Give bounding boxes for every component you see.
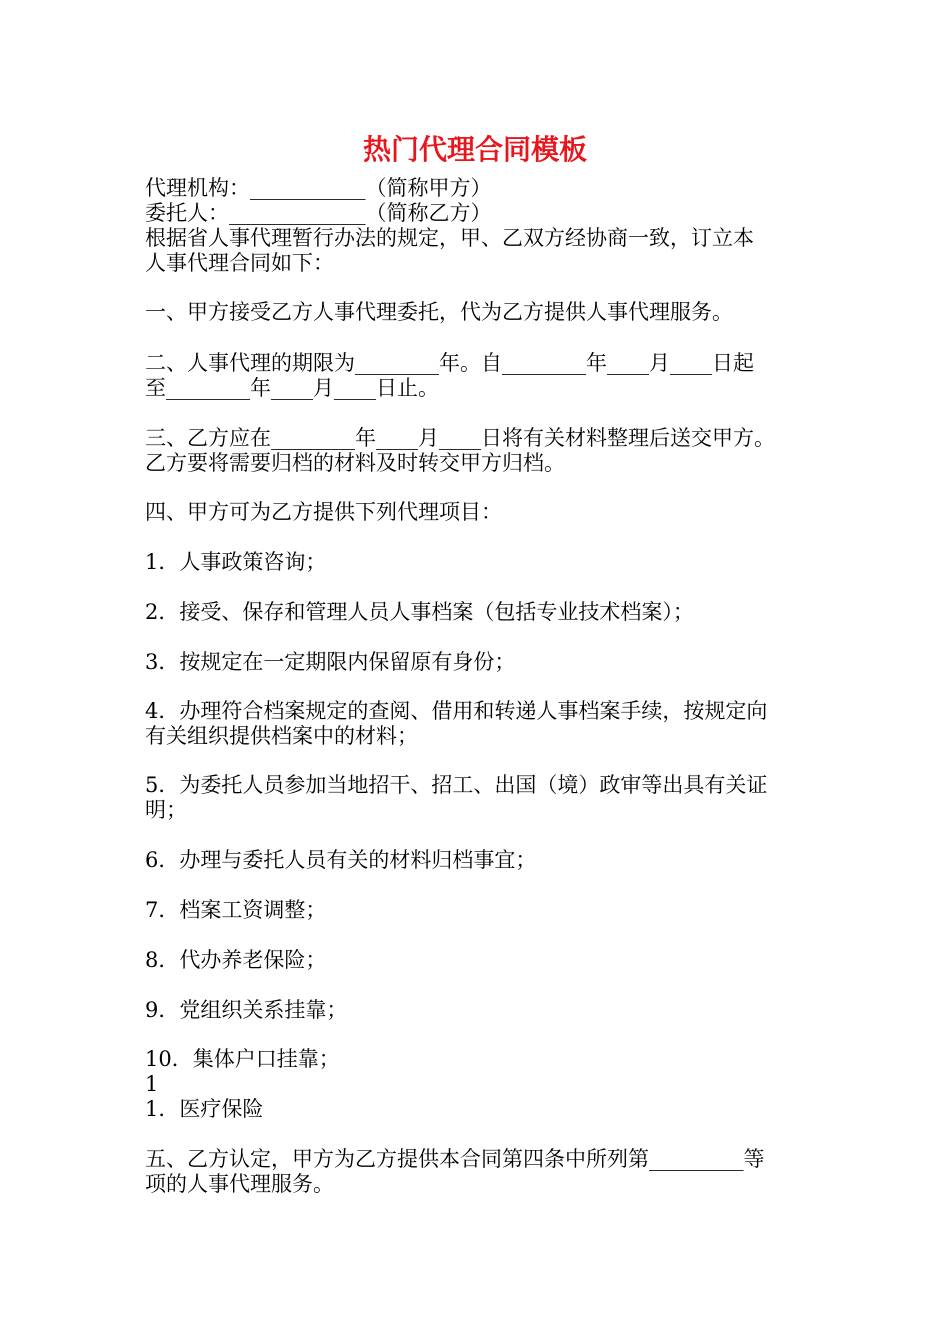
- agency-line: 代理机构：___________（简称甲方）: [145, 176, 492, 200]
- preamble-line-1: 根据省人事代理暂行办法的规定，甲、乙双方经协商一致，订立本: [145, 226, 754, 250]
- list-item: 9．党组织关系挂靠；: [145, 998, 348, 1022]
- list-item: 4．办理符合档案规定的查阅、借用和转递人事档案手续，按规定向: [145, 699, 768, 723]
- clause-1: 一、甲方接受乙方人事代理委托，代为乙方提供人事代理服务。: [145, 300, 733, 324]
- clause-2-line-1: 二、人事代理的期限为________年。自________年____月____日起: [145, 351, 754, 375]
- list-item: 6．办理与委托人员有关的材料归档事宜；: [145, 848, 537, 872]
- list-item: 2．接受、保存和管理人员人事档案（包括专业技术档案）；: [145, 600, 694, 624]
- clause-5-line-1: 五、乙方认定，甲方为乙方提供本合同第四条中所列第_________等: [145, 1147, 765, 1171]
- list-item: 3．按规定在一定期限内保留原有身份；: [145, 650, 516, 674]
- list-item: 1．医疗保险: [145, 1097, 264, 1121]
- list-item: 10．集体户口挂靠；: [145, 1047, 340, 1071]
- document-title: 热门代理合同模板: [362, 133, 587, 166]
- page-number: 1: [145, 1072, 159, 1096]
- list-item: 1．人事政策咨询；: [145, 550, 327, 574]
- clause-5-line-2: 项的人事代理服务。: [145, 1172, 334, 1196]
- clause-4-heading: 四、甲方可为乙方提供下列代理项目：: [145, 500, 502, 524]
- clause-3-line-1: 三、乙方应在________年____月____日将有关材料整理后送交甲方。: [145, 426, 775, 450]
- clause-3-line-2: 乙方要将需要归档的材料及时转交甲方归档。: [145, 451, 565, 475]
- list-item-continued: 有关组织提供档案中的材料；: [145, 724, 418, 748]
- list-item: 8．代办养老保险；: [145, 948, 327, 972]
- list-item-continued: 明；: [145, 798, 187, 822]
- list-item: 7．档案工资调整；: [145, 898, 327, 922]
- list-item: 5．为委托人员参加当地招干、招工、出国（境）政审等出具有关证: [145, 773, 768, 797]
- clause-2-line-2: 至________年____月____日止。: [145, 376, 439, 400]
- client-line: 委托人：_____________（简称乙方）: [145, 201, 492, 225]
- preamble-line-2: 人事代理合同如下：: [145, 251, 334, 275]
